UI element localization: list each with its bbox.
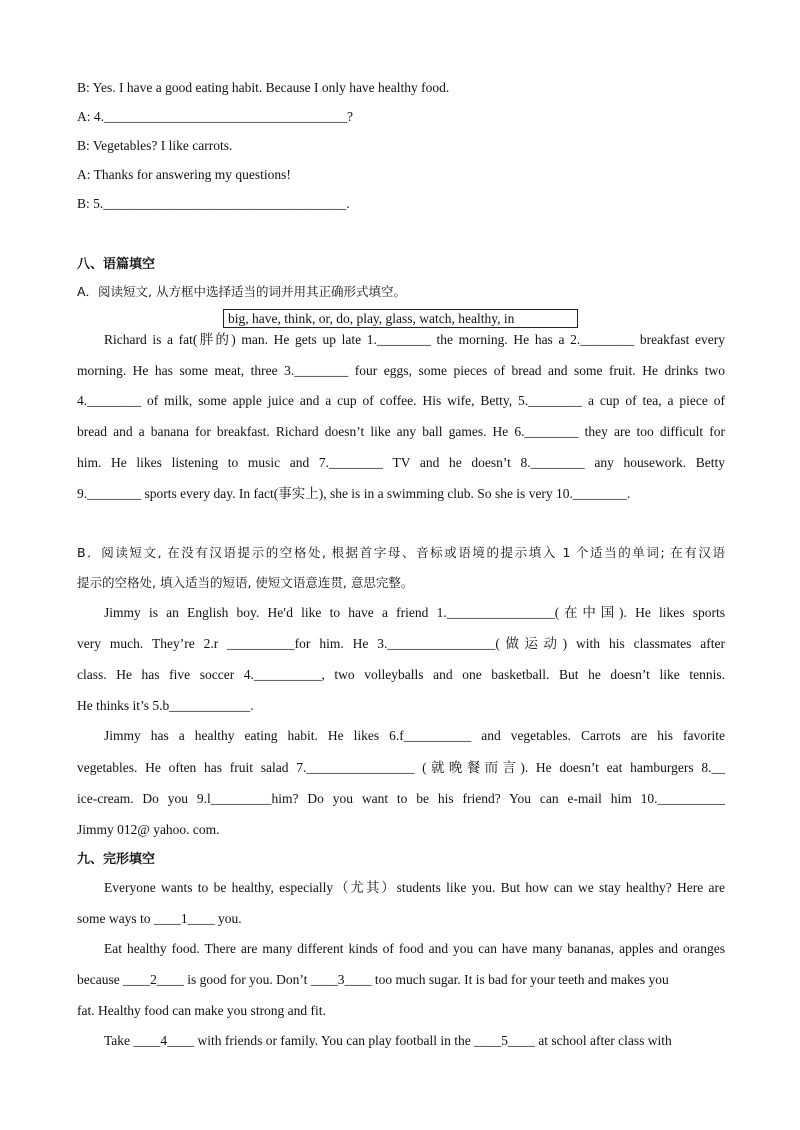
cloze-blank-3[interactable]: ____3____ xyxy=(310,972,372,987)
passage-line: Jimmy 012@ yahoo. com. xyxy=(77,822,220,837)
cloze-text: Eat healthy food. There are many different kinds of food and you can have many bananas, apples and oranges xyxy=(104,941,725,956)
passage-line: morning. He has some meat, three 3.________ four eggs, some pieces of bread and some fruit. He drinks two xyxy=(77,363,725,378)
dialogue-line: A: 4.____________________________________? xyxy=(77,109,353,124)
passage-line: very much. They’re 2.r __________for him. He 3.________________(做运动) with his classmates after xyxy=(77,636,725,651)
passage-line: ice-cream. Do you 9.l_________him? Do you want to be his friend? You can e-mail him 10.__________ xyxy=(77,791,725,806)
word-box: big, have, think, or, do, play, glass, watch, healthy, in xyxy=(223,309,578,328)
cloze-blank-2[interactable]: ____2____ xyxy=(123,972,184,987)
cloze-blank-4[interactable]: ____4____ xyxy=(133,1033,195,1048)
cloze-text: at school after class with xyxy=(534,1033,672,1048)
passage-line: 4.________ of milk, some apple juice and a cup of coffee. His wife, Betty, 5.________ a cup of tea, a piece of xyxy=(77,393,725,408)
passage-line: He thinks it’s 5.b____________. xyxy=(77,698,254,713)
cloze-text: some ways to xyxy=(77,911,154,926)
passage-line: 9.________ sports every day. In fact(事实上), she is in a swimming club. So she is very 10.________. xyxy=(77,486,631,501)
cloze-text: with friends or family. You can play football in the xyxy=(194,1033,475,1048)
section-heading: 八、语篇填空 xyxy=(77,257,156,272)
passage-line: him. He likes listening to music and 7.________ TV and he doesn’t 8.________ any housework. Betty xyxy=(77,455,725,470)
cloze-line xyxy=(104,879,725,897)
dialogue-line: B: Yes. I have a good eating habit. Because I only have healthy food. xyxy=(77,80,450,95)
cloze-line xyxy=(77,910,725,928)
part-b-instruction: 提示的空格处, 填入适当的短语, 使短文语意连贯, 意思完整。 xyxy=(77,575,414,590)
passage-line: bread and a banana for breakfast. Richard doesn’t like any ball games. He 6.________ they are too difficult for xyxy=(77,424,725,439)
section-heading: 九、完形填空 xyxy=(77,852,156,867)
cloze-text: too much sugar. It is bad for your teeth and makes you xyxy=(371,972,669,987)
cloze-text: Everyone wants to be healthy, especially（尤其）students like you. But how can we stay healthy? Here are xyxy=(104,880,725,895)
cloze-line xyxy=(104,940,725,958)
cloze-text: is good for you. Don’t xyxy=(183,972,311,987)
part-a-instruction: A．阅读短文, 从方框中选择适当的词并用其正确形式填空。 xyxy=(77,284,406,299)
passage-line: Jimmy has a healthy eating habit. He likes 6.f__________ and vegetables. Carrots are his favorite xyxy=(104,728,725,743)
dialogue-line: A: Thanks for answering my questions! xyxy=(77,167,291,182)
cloze-blank-5[interactable]: ____5____ xyxy=(474,1033,535,1048)
cloze-text: because xyxy=(77,972,124,987)
passage-line: class. He has five soccer 4.__________, two volleyballs and one basketball. But he doesn’t like tennis. xyxy=(77,667,725,682)
cloze-blank-1[interactable]: ____1____ xyxy=(153,911,215,926)
passage-line: Jimmy is an English boy. He′d like to have a friend 1.________________(在中国). He likes sports xyxy=(104,605,725,620)
dialogue-line: B: 5.____________________________________. xyxy=(77,196,350,211)
dialogue-line: B: Vegetables? I like carrots. xyxy=(77,138,233,153)
part-b-instruction: B．阅读短文, 在没有汉语提示的空格处, 根据首字母、音标或语境的提示填入 1 个适当的单词; 在有汉语 xyxy=(77,545,725,560)
passage-line: vegetables. He often has fruit salad 7.________________ (就晚餐而言). He doesn’t eat hamburgers 8.__ xyxy=(77,760,725,775)
cloze-text: you. xyxy=(214,911,242,926)
cloze-text: Take xyxy=(104,1033,134,1048)
cloze-line xyxy=(77,1002,725,1020)
cloze-text: fat. Healthy food can make you strong and fit. xyxy=(77,1003,326,1018)
cloze-line xyxy=(77,971,725,989)
cloze-line xyxy=(104,1032,725,1050)
passage-line: Richard is a fat(胖的) man. He gets up late 1.________ the morning. He has a 2.________ breakfast every xyxy=(104,332,725,347)
